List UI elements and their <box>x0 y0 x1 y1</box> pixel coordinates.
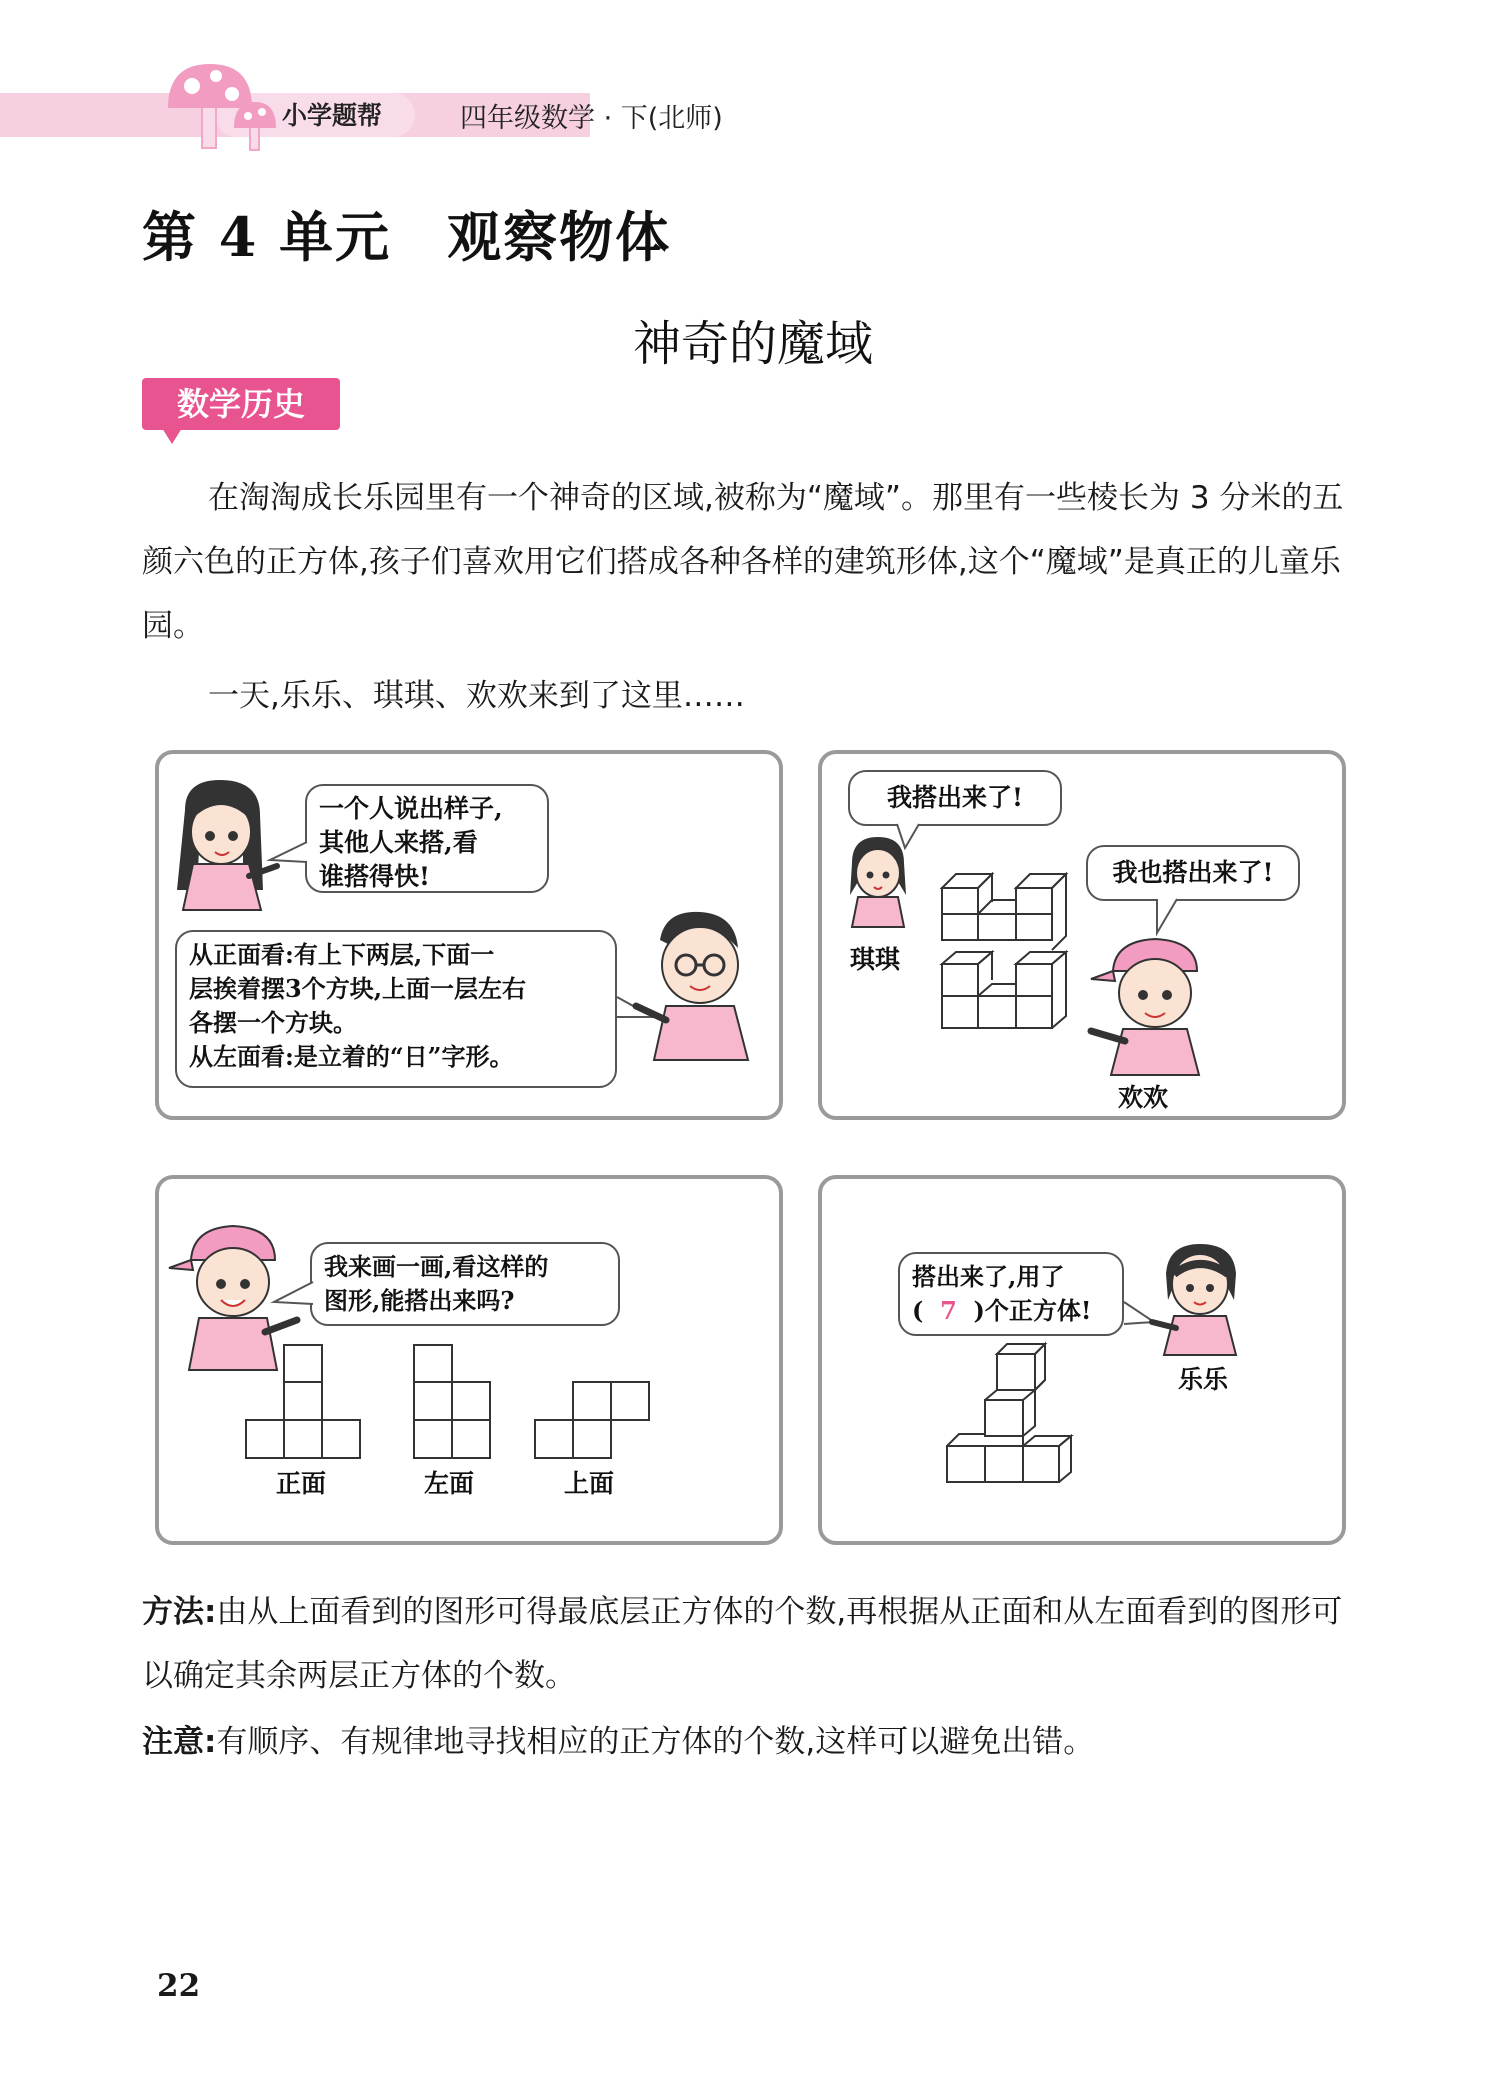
cube-structure-huanhuan <box>940 950 1075 1040</box>
method-paragraph <box>142 1580 1367 1708</box>
speech-bubble-drawer: 我来画一画,看这样的 图形,能搭出来吗? <box>310 1242 620 1326</box>
speech-bubble-lele <box>898 1252 1124 1336</box>
note-text: 有顺序、有规律地寻找相应的正方体的个数,这样可以避免出错。 <box>216 1724 1095 1760</box>
unit-title: 第 4 单元 观察物体 <box>142 205 672 269</box>
story-title: 神奇的魔域 <box>632 316 873 372</box>
bubble-tail <box>1155 897 1185 937</box>
section-tag: 数学历史 <box>142 378 340 430</box>
note-paragraph <box>142 1710 1367 1774</box>
section-tag-tail <box>162 428 182 444</box>
name-label-qiqi: 琪琪 <box>850 945 901 974</box>
page-number: 22 <box>157 1968 201 2004</box>
bubble-tail <box>268 840 308 870</box>
girl-qiqi-icon <box>838 835 918 927</box>
note-label: 注意: <box>142 1724 217 1760</box>
header-badge: 小学题帮 <box>282 101 383 130</box>
method-label: 方法: <box>142 1594 217 1630</box>
speech-bubble-boy: 从正面看:有上下两层,下面一 层挨着摆3个方块,上面一层左右 各摆一个方块。 从左面看:是立着的“日”字形。 <box>175 930 617 1088</box>
name-label-lele: 乐乐 <box>1178 1365 1229 1394</box>
girl-lele-icon <box>1150 1240 1250 1355</box>
bubble-open-paren: ( <box>912 1296 924 1325</box>
method-text: 由从上面看到的图形可得最底层正方体的个数,再根据从正面和从左面看到的图形可以确定其余两层正方体的个数。 <box>142 1594 1343 1694</box>
answer-cube-structure <box>945 1340 1095 1485</box>
answer-value: 7 <box>940 1296 957 1325</box>
intro-paragraph-2: 一天,乐乐、琪琪、欢欢来到了这里…… <box>208 678 745 714</box>
speech-bubble-girl: 一个人说出样子, 其他人来搭,看 谁搭得快! <box>305 784 549 893</box>
cube-structure-qiqi <box>940 850 1075 940</box>
front-view-diagram <box>246 1345 361 1460</box>
bubble-line-2 <box>912 1294 1110 1328</box>
girl-character-icon <box>165 780 285 910</box>
view-label-left: 左面 <box>424 1469 475 1498</box>
view-label-front: 正面 <box>276 1469 327 1498</box>
bubble-tail <box>272 1280 314 1310</box>
speech-bubble-huanhuan: 我也搭出来了! <box>1086 845 1300 901</box>
boy-with-glasses-icon <box>630 910 765 1060</box>
top-view-diagram <box>535 1382 650 1460</box>
intro-paragraph: 在淘淘成长乐园里有一个神奇的区域,被称为“魔域”。那里有一些棱长为 3 分米的五颜六色的正方体,孩子们喜欢用它们搭成各种各样的建筑形体,这个“魔域”是真正的儿童乐园。 <box>142 480 1344 644</box>
view-label-top: 上面 <box>564 1469 615 1498</box>
name-label-huanhuan: 欢欢 <box>1118 1083 1169 1112</box>
mushroom-icon <box>160 58 290 153</box>
speech-bubble-qiqi: 我搭出来了! <box>848 770 1062 826</box>
bubble-line-1: 搭出来了,用了 <box>912 1262 1065 1291</box>
bubble-close-text: )个正方体! <box>973 1296 1092 1325</box>
left-view-diagram <box>414 1345 494 1460</box>
header-book-title: 四年级数学 · 下(北师) <box>460 103 723 134</box>
boy-huanhuan-icon <box>1085 935 1225 1075</box>
